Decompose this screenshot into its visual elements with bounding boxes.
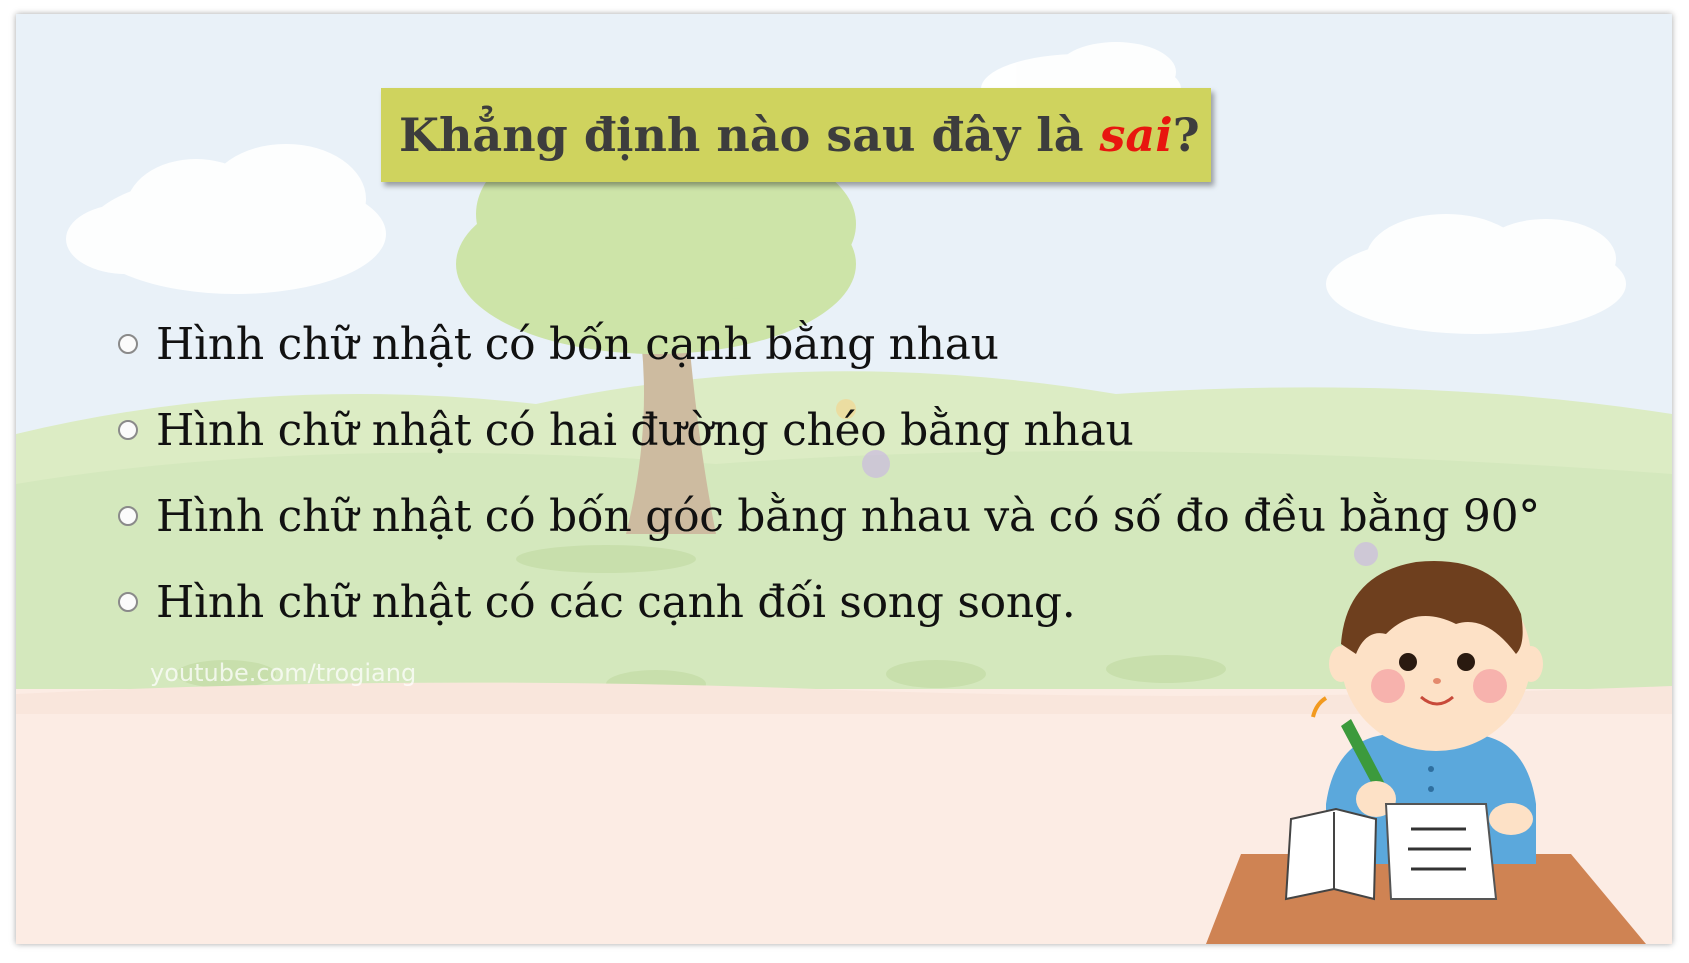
answer-option-label: Hình chữ nhật có các cạnh đối song song. xyxy=(156,576,1076,628)
answer-option-label: Hình chữ nhật có hai đường chéo bằng nhau xyxy=(156,404,1134,456)
title-prefix: Khẳng định nào sau đây là xyxy=(399,108,1100,162)
slide xyxy=(16,14,1672,944)
title-emphasis: sai xyxy=(1099,108,1173,162)
radio-button-icon[interactable] xyxy=(118,334,138,354)
radio-button-icon[interactable] xyxy=(118,592,138,612)
answer-option-label: Hình chữ nhật có bốn cạnh bằng nhau xyxy=(156,318,999,370)
watermark: youtube.com/trogiang xyxy=(150,659,417,687)
question-title-box xyxy=(381,88,1211,182)
radio-button-icon[interactable] xyxy=(118,420,138,440)
answer-option-1[interactable] xyxy=(118,314,999,374)
question-title xyxy=(399,108,1200,162)
answer-option-label: Hình chữ nhật có bốn góc bằng nhau và có số đo đều bằng 90° xyxy=(156,490,1540,542)
radio-button-icon[interactable] xyxy=(118,506,138,526)
title-suffix: ? xyxy=(1172,108,1200,162)
answer-option-3[interactable] xyxy=(118,486,1540,546)
answer-option-4[interactable] xyxy=(118,572,1075,632)
answer-option-2[interactable] xyxy=(118,400,1134,460)
